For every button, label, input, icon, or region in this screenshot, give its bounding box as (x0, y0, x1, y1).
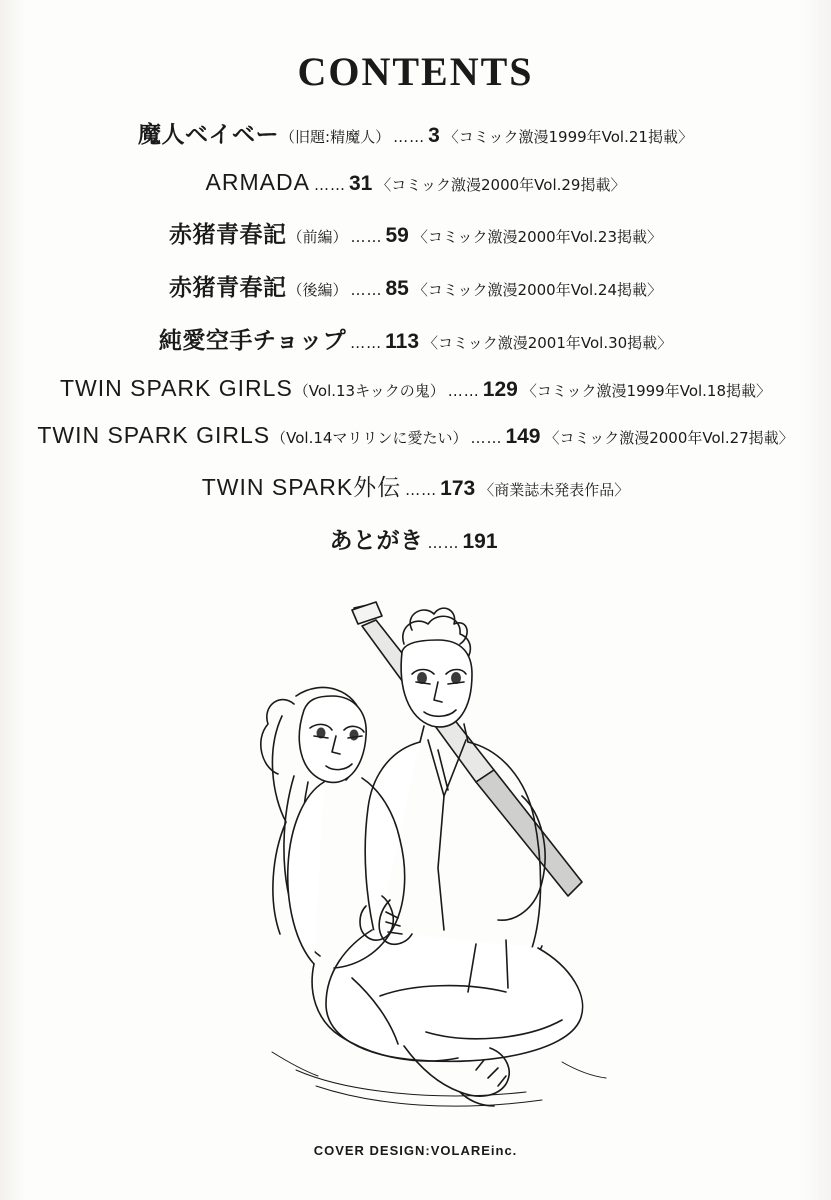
entry-title: TWIN SPARK外伝 (201, 474, 402, 500)
entry-dots: …… (447, 382, 480, 400)
entry-page-number: 129 (482, 378, 518, 401)
entry-dots: …… (427, 534, 460, 552)
entry-title: あとがき (329, 528, 424, 554)
entry-source: 〈コミック激漫2000年Vol.27掲載〉 (544, 429, 794, 447)
page-title: CONTENTS (297, 49, 534, 94)
entry-source: 〈コミック激漫2000年Vol.24掲載〉 (412, 281, 663, 299)
entry-dots: …… (350, 228, 383, 246)
entry-subtitle: （Vol.14マリリンに愛たい） (271, 429, 468, 447)
toc-entry[interactable] (0, 322, 831, 355)
entry-source: 〈商業誌未発表作品〉 (479, 481, 630, 499)
entry-subtitle: （Vol.13キックの鬼） (293, 382, 445, 400)
entry-page-number: 113 (385, 330, 420, 353)
entry-subtitle: （前編） (287, 228, 348, 246)
entry-dots: …… (350, 281, 383, 299)
entry-dots: …… (405, 481, 438, 499)
toc-entry[interactable] (0, 375, 831, 402)
toc-entry[interactable] (0, 169, 831, 196)
entry-title: ARMADA (205, 169, 310, 195)
toc-entry[interactable] (0, 522, 831, 555)
entry-title: 赤猪青春記 (168, 222, 287, 248)
toc-entry[interactable] (0, 269, 831, 302)
entry-dots: …… (350, 334, 383, 352)
entry-page-number: 149 (505, 425, 541, 448)
entry-title: 赤猪青春記 (168, 275, 287, 301)
illustration-area (0, 600, 831, 1120)
samurai-and-woman-illustration (176, 600, 656, 1120)
entry-page-number: 31 (348, 172, 373, 195)
entry-subtitle: （後編） (287, 281, 348, 299)
entry-source: 〈コミック激漫2001年Vol.30掲載〉 (423, 334, 673, 352)
toc-entry[interactable] (0, 469, 831, 502)
entry-source: 〈コミック激漫1999年Vol.21掲載〉 (443, 128, 693, 146)
cover-design-credit: COVER DESIGN:VOLAREinc. (313, 1143, 518, 1158)
entry-title: 魔人ベイベー (138, 122, 280, 148)
entry-page-number: 3 (428, 124, 440, 147)
entry-dots: …… (313, 176, 346, 194)
entry-source: 〈コミック激漫1999年Vol.18掲載〉 (521, 382, 772, 400)
entry-source: 〈コミック激漫2000年Vol.29掲載〉 (376, 176, 626, 194)
entry-title: 純愛空手チョップ (158, 328, 347, 354)
entry-dots: …… (393, 128, 426, 146)
entry-page-number: 173 (440, 477, 476, 500)
entry-dots: …… (470, 429, 503, 447)
entry-title: TWIN SPARK GIRLS (37, 422, 271, 448)
entry-source: 〈コミック激漫2000年Vol.23掲載〉 (412, 228, 663, 246)
toc-entry[interactable] (0, 422, 831, 449)
entry-subtitle: （旧題:精魔人） (280, 128, 391, 146)
toc-entry[interactable] (0, 216, 831, 249)
toc-entry[interactable] (0, 116, 831, 149)
table-of-contents (0, 116, 831, 555)
entry-page-number: 85 (385, 277, 409, 300)
entry-page-number: 59 (385, 224, 409, 247)
entry-title: TWIN SPARK GIRLS (59, 375, 293, 401)
entry-page-number: 191 (462, 530, 498, 553)
